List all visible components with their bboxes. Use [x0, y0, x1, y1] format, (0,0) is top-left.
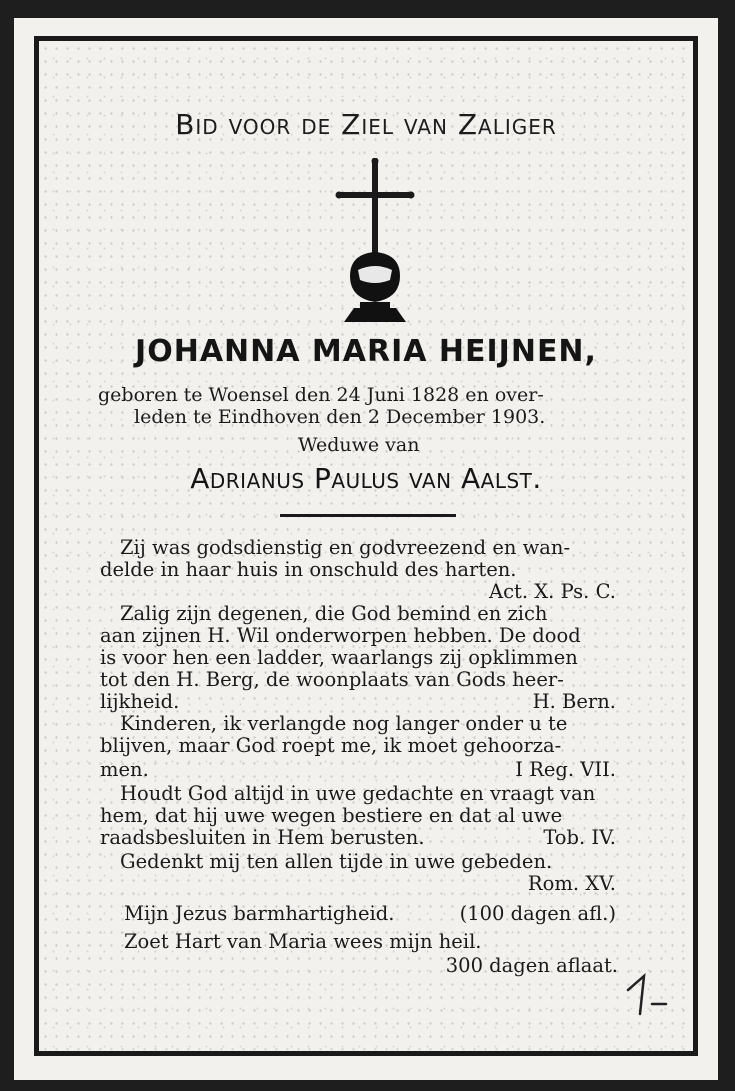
verse-line: aan zijnen H. Wil onderworpen hebben. De dood — [100, 624, 581, 647]
verse-line: delde in haar huis in onschuld des harten. — [100, 558, 517, 581]
verse-line: hem, dat hij uwe wegen bestiere en dat al uwe — [100, 804, 563, 827]
verse-line: blijven, maar God roept me, ik moet gehoorza- — [100, 734, 562, 757]
verse-reference: Act. X. Ps. C. — [489, 580, 616, 603]
card-header: Bid voor de Ziel van Zaliger — [175, 108, 557, 141]
verse-line: raadsbesluiten in Hem berusten. — [100, 826, 425, 849]
verse-line: is voor hen een ladder, waarlangs zij opklimmen — [100, 646, 578, 669]
verse-line: Zij was godsdienstig en godvreezend en wan- — [120, 536, 571, 559]
verse-line: Houdt God altijd in uwe gedachte en vraagt van — [120, 782, 596, 805]
birth-line-1: geboren te Woensel den 24 Juni 1828 en over- — [98, 384, 544, 406]
spouse-name: Adrianus Paulus van Aalst. — [190, 462, 542, 495]
verse-line: men. — [100, 758, 149, 781]
verse-reference: Tob. IV. — [543, 826, 616, 849]
verse-line: Zalig zijn degenen, die God bemind en zich — [120, 602, 548, 625]
indulgence-note: (100 dagen afl.) — [459, 902, 616, 925]
handwritten-mark — [610, 970, 670, 1020]
verse-reference: H. Bern. — [532, 690, 616, 713]
widow-label: Weduwe van — [298, 434, 420, 456]
verse-line: tot den H. Berg, de woonplaats van Gods heer- — [100, 668, 564, 691]
cross-on-globe-icon — [330, 158, 420, 330]
indulgence-note: 300 dagen aflaat. — [445, 954, 618, 977]
prayer-line: Mijn Jezus barmhartigheid. — [124, 902, 395, 925]
prayer-line: Zoet Hart van Maria wees mijn heil. — [124, 930, 482, 953]
divider — [280, 514, 456, 517]
verse-line: Gedenkt mij ten allen tijde in uwe gebeden. — [120, 850, 553, 873]
birth-line-2: leden te Eindhoven den 2 December 1903. — [134, 406, 546, 428]
deceased-name: JOHANNA MARIA HEIJNEN, — [135, 334, 597, 369]
verse-line: Kinderen, ik verlangde nog langer onder u te — [120, 712, 568, 735]
verse-reference: Rom. XV. — [527, 872, 616, 895]
verse-reference: I Reg. VII. — [515, 758, 616, 781]
verse-line: lijkheid. — [100, 690, 180, 713]
